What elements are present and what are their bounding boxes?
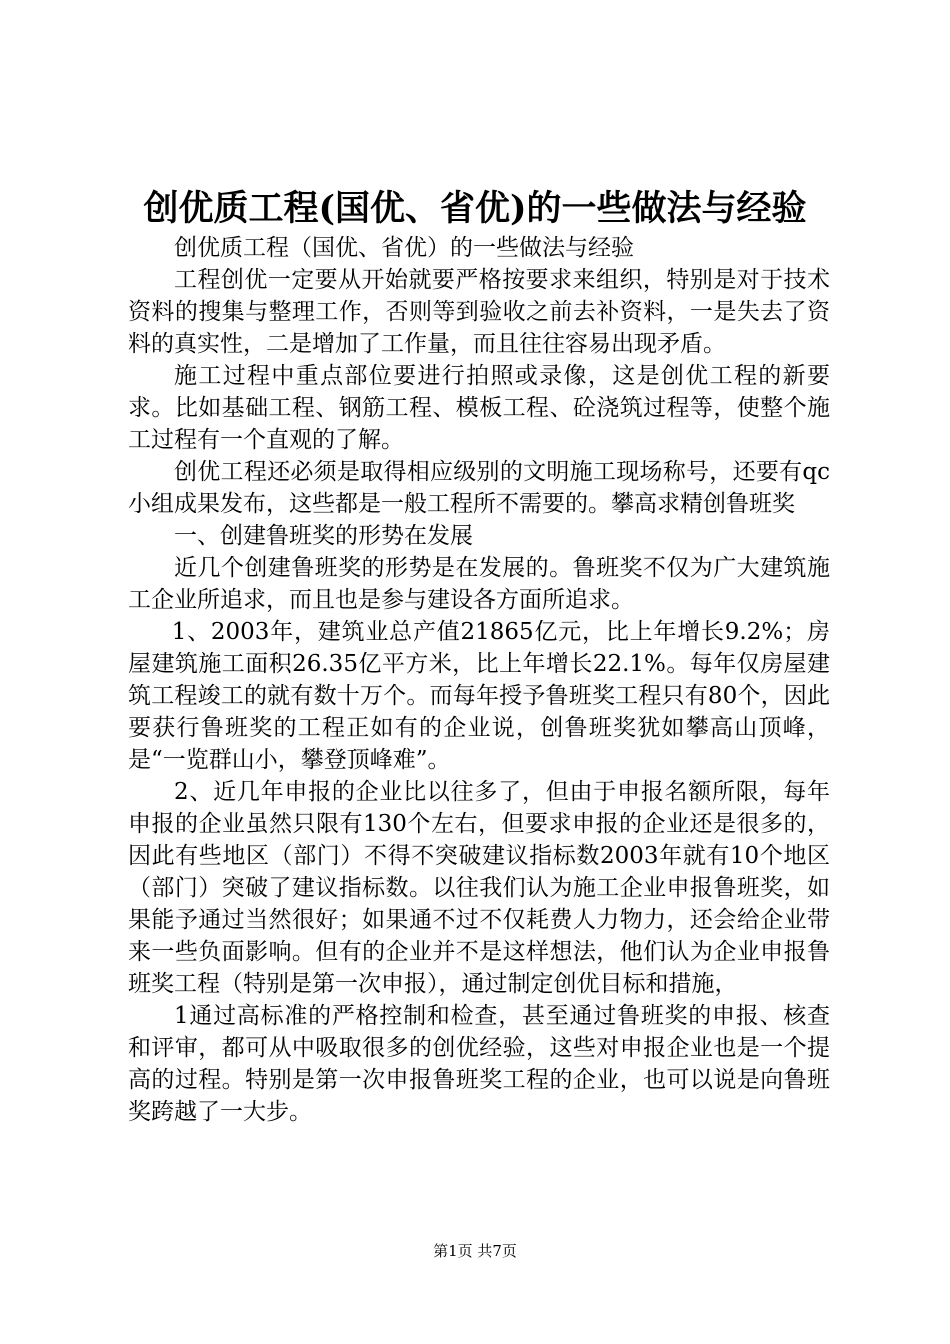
paragraph-photo-record: 施工过程中重点部位要进行拍照或录像，这是创优工程的新要求。比如基础工程、钢筋工程、模板工程、砼浇筑过程等，使整个施工过程有一个直观的了解。	[128, 363, 830, 453]
paragraph-point-2: 2、近几年申报的企业比以往多了，但由于申报名额所限，每年申报的企业虽然只限有130个左右，但要求申报的企业还是很多的，因此有些地区（部门）不得不突破建议指标数2003年就有10个地区（部门）突破了建议指标数。以往我们认为施工企业申报鲁班奖，如果能予通过当然很好；如果通不过不仅耗费人力物力，还会给企业带来一些负面影响。但有的企业并不是这样想法，他们认为企业申报鲁班奖工程（特别是第一次申报），通过制定创优目标和措施，	[128, 779, 830, 997]
document-body	[128, 232, 830, 1128]
paragraph-luban-development: 近几个创建鲁班奖的形势是在发展的。鲁班奖不仅为广大建筑施工企业所追求，而且也是参与建设各方面所追求。	[128, 555, 830, 613]
page-footer: 第1页 共7页	[433, 1242, 517, 1260]
paragraph-point-3: 1通过高标准的严格控制和检查，甚至通过鲁班奖的申报、核查和评审，都可从中吸取很多的创优经验，这些对申报企业也是一个提高的过程。特别是第一次申报鲁班奖工程的企业，也可以说是向鲁班奖跨越了一大步。	[128, 1003, 830, 1125]
document-title: 创优质工程(国优、省优)的一些做法与经验	[143, 188, 807, 229]
paragraph-technical-records: 工程创优一定要从开始就要严格按要求来组织，特别是对于技术资料的搜集与整理工作，否则等到验收之前去补资料，一是失去了资料的真实性，二是增加了工作量，而且往往容易出现矛盾。	[128, 267, 830, 357]
paragraph-point-1: 1、2003年，建筑业总产值21865亿元，比上年增长9.2%；房屋建筑施工面积26.35亿平方米，比上年增长22.1%。每年仅房屋建筑工程竣工的就有数十万个。而每年授予鲁班奖工程只有80个，因此要获行鲁班奖的工程正如有的企业说，创鲁班奖犹如攀高山顶峰，是“一览群山小，攀登顶峰难”。	[128, 619, 830, 773]
paragraph-civilized-site: 创优工程还必须是取得相应级别的文明施工现场称号，还要有qc小组成果发布，这些都是一般工程所不需要的。攀高求精创鲁班奖	[128, 459, 830, 517]
paragraph-subtitle: 创优质工程（国优、省优）的一些做法与经验	[174, 235, 634, 261]
section-heading-luban-trend: 一、创建鲁班奖的形势在发展	[174, 523, 473, 549]
